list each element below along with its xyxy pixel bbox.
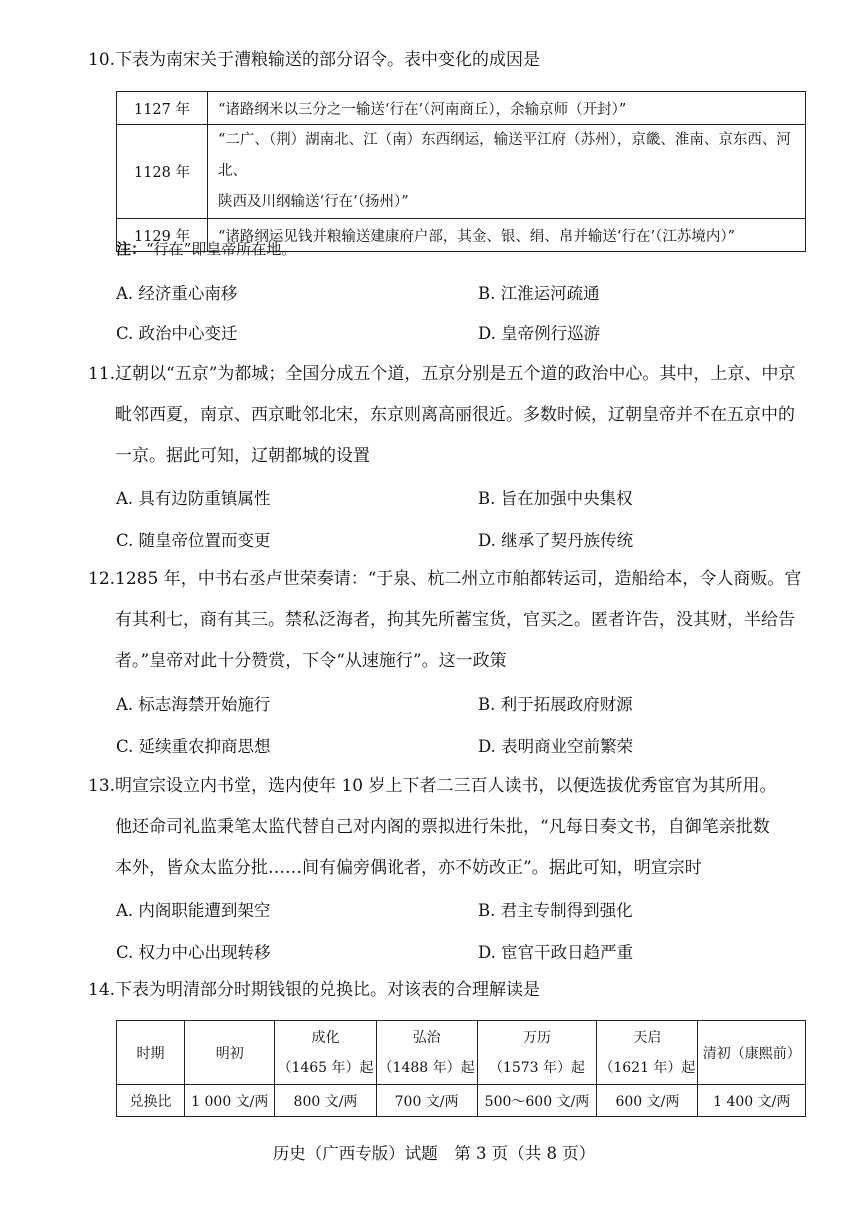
value-cell: 600 文/两 bbox=[597, 1085, 698, 1117]
option-a[interactable]: A. 标志海禁开始施行 bbox=[116, 695, 271, 714]
header-cell: 万历 （1573 年）起 bbox=[477, 1021, 597, 1085]
year-cell: 1129 年 bbox=[117, 219, 208, 252]
option-d[interactable]: D. 皇帝例行巡游 bbox=[478, 324, 601, 343]
header-cell: 时期 bbox=[117, 1021, 185, 1085]
question-stem-line: 毗邻西夏，南京、西京毗邻北宋，东京则离高丽很近。多数时候，辽朝皇帝并不在五京中的 bbox=[115, 405, 795, 425]
option-c[interactable]: C. 权力中心出现转移 bbox=[116, 943, 271, 962]
question-stem: 下表为明清部分时期钱银的兑换比。对该表的合理解读是 bbox=[115, 980, 541, 1000]
option-c[interactable]: C. 政治中心变迁 bbox=[116, 324, 238, 343]
table-row bbox=[117, 125, 806, 219]
note-label: 注： bbox=[116, 240, 147, 258]
option-b[interactable]: B. 江淮运河疏通 bbox=[478, 284, 600, 303]
q10-edict-table bbox=[116, 91, 806, 252]
question-number: 10. bbox=[88, 50, 116, 70]
table-row bbox=[117, 92, 806, 125]
header-cell: 明初 bbox=[185, 1021, 275, 1085]
question-14 bbox=[88, 970, 810, 1011]
edict-line: 陕西及川纲输送‘行在’（扬州）” bbox=[218, 194, 409, 210]
option-b[interactable]: B. 利于拓展政府财源 bbox=[478, 695, 633, 714]
question-13 bbox=[88, 766, 810, 889]
note-text: “行在”即皇帝所在地。 bbox=[146, 240, 297, 258]
header-cell: 成化 （1465 年）起 bbox=[275, 1021, 376, 1085]
question-stem-line: 者。”皇帝对此十分赞赏，下令“从速施行”。这一政策 bbox=[115, 651, 507, 671]
option-b[interactable]: B. 君主专制得到强化 bbox=[478, 901, 633, 920]
edict-line: “二广、（荆）湖南北、江（南）东西纲运，输送平江府（苏州），京畿、淮南、京东西、河北、 bbox=[218, 132, 791, 179]
question-number: 13. bbox=[88, 776, 116, 796]
page-footer: 历史（广西专版）试题 第 3 页（共 8 页） bbox=[272, 1144, 596, 1163]
table-note bbox=[116, 238, 296, 259]
question-stem-line: 1285 年，中书右丞卢世荣奏请：“于泉、杭二州立市舶都转运司，造船给本，令人商贩。官 bbox=[115, 569, 802, 589]
value-cell: 1 400 文/两 bbox=[698, 1085, 806, 1117]
edict-cell bbox=[208, 125, 806, 219]
value-cell: 1 000 文/两 bbox=[185, 1085, 275, 1117]
question-12 bbox=[88, 559, 810, 682]
edict-cell: “诸路纲运见钱并粮输送建康府户部，其金、银、绢、帛并输送‘行在’（江苏境内）” bbox=[208, 219, 806, 252]
year-cell: 1127 年 bbox=[117, 92, 208, 125]
option-d[interactable]: D. 宦官干政日趋严重 bbox=[478, 943, 634, 962]
question-number: 12. bbox=[88, 569, 116, 589]
question-stem-line: 明宣宗设立内书堂，选内使年 10 岁上下者二三百人读书，以便选拔优秀宦官为其所用。 bbox=[115, 776, 777, 796]
year-cell: 1128 年 bbox=[117, 125, 208, 219]
question-number: 11. bbox=[88, 364, 116, 384]
q14-exchange-table bbox=[116, 1020, 806, 1117]
option-d[interactable]: D. 继承了契丹族传统 bbox=[478, 531, 634, 550]
option-d[interactable]: D. 表明商业空前繁荣 bbox=[478, 737, 634, 756]
option-c[interactable]: C. 随皇帝位置而变更 bbox=[116, 531, 271, 550]
header-cell: 弘治 （1488 年）起 bbox=[376, 1021, 477, 1085]
question-number: 14. bbox=[88, 980, 116, 1000]
question-11 bbox=[88, 354, 810, 477]
value-cell: 700 文/两 bbox=[376, 1085, 477, 1117]
question-stem-line: 辽朝以“五京”为都城；全国分成五个道，五京分别是五个道的政治中心。其中，上京、中京 bbox=[115, 364, 796, 384]
option-b[interactable]: B. 旨在加强中央集权 bbox=[478, 489, 633, 508]
option-a[interactable]: A. 具有边防重镇属性 bbox=[116, 489, 271, 508]
header-cell: 清初（康熙前） bbox=[698, 1021, 806, 1085]
row-label-cell: 兑换比 bbox=[117, 1085, 185, 1117]
option-c[interactable]: C. 延续重农抑商思想 bbox=[116, 737, 271, 756]
table-row bbox=[117, 1085, 806, 1117]
value-cell: 800 文/两 bbox=[275, 1085, 376, 1117]
question-stem-line: 他还命司礼监秉笔太监代替自己对内阁的票拟进行朱批，“凡每日奏文书，自御笔亲批数 bbox=[115, 817, 770, 837]
option-a[interactable]: A. 经济重心南移 bbox=[116, 284, 238, 303]
question-stem-line: 有其利七，商有其三。禁私泛海者，拘其先所蓄宝货，官买之。匿者许告，没其财，半给告 bbox=[115, 610, 795, 630]
header-cell: 天启 （1621 年）起 bbox=[597, 1021, 698, 1085]
option-a[interactable]: A. 内阁职能遭到架空 bbox=[116, 901, 271, 920]
question-10 bbox=[88, 40, 810, 81]
question-stem: 下表为南宋关于漕粮输送的部分诏令。表中变化的成因是 bbox=[115, 50, 541, 70]
edict-cell: “诸路纲米以三分之一输送‘行在’（河南商丘），余输京师（开封）” bbox=[208, 92, 806, 125]
value-cell: 500～600 文/两 bbox=[477, 1085, 597, 1117]
table-header-row bbox=[117, 1021, 806, 1085]
question-stem-line: 本外，皆众太监分批……间有偏旁偶讹者，亦不妨改正”。据此可知，明宣宗时 bbox=[115, 858, 702, 878]
question-stem-line: 一京。据此可知，辽朝都城的设置 bbox=[115, 446, 370, 466]
